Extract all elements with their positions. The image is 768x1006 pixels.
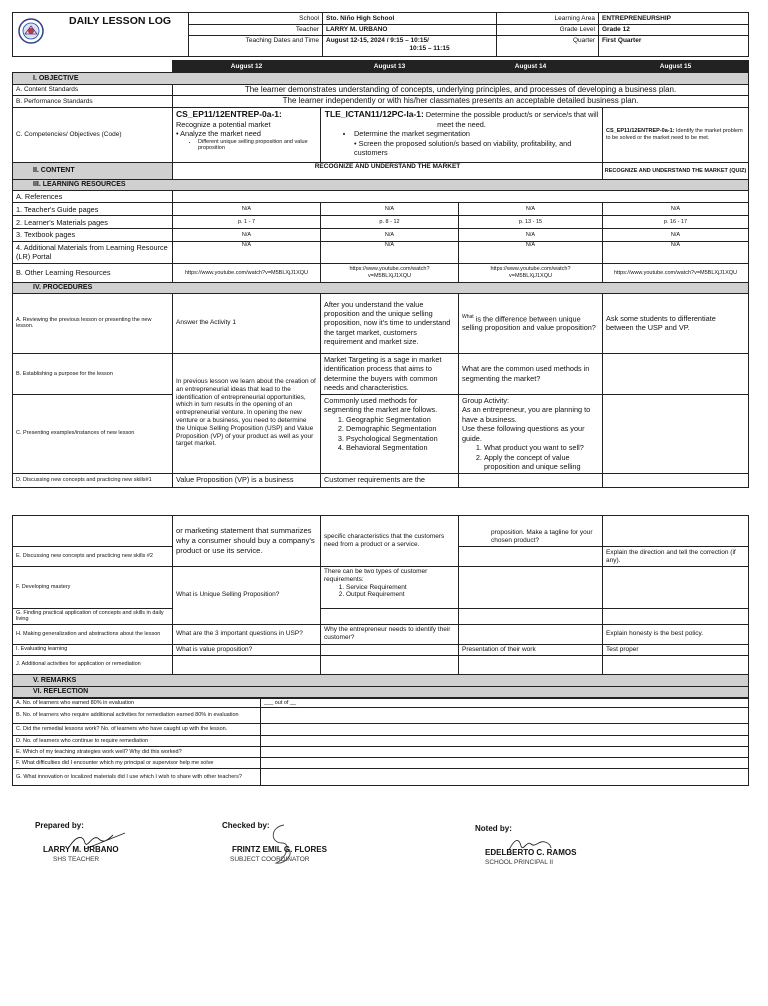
quarter-value: First Quarter xyxy=(599,36,749,57)
header-block xyxy=(12,12,748,56)
noted-by-label: Noted by: xyxy=(475,824,512,833)
comp4-code: CS_EP11/12ENTREP-0a-1: xyxy=(606,128,675,135)
proc-a-day3-what: What xyxy=(462,313,474,320)
proc-g-label: G. Finding practical application of concepts and skills in daily living xyxy=(13,609,173,625)
tb-day4: N/A xyxy=(603,229,749,241)
proc-d-cont-label xyxy=(13,516,173,547)
proc-e-day2: specific characteristics that the customers need from a product or a service. xyxy=(321,516,459,567)
proc-b-day3: What are the common used methods in segmenting the market? xyxy=(459,353,603,394)
proc-f-day2 xyxy=(321,567,459,609)
prepared-name: LARRY M. URBANO xyxy=(43,845,119,854)
proc-a-day3 xyxy=(459,293,603,353)
proc-f-day2-intro: There can be two types of customer requirements: xyxy=(324,568,428,583)
ref-g-label: G. What innovation or localized materials did I use which I wish to share with other teachers? xyxy=(13,768,261,785)
competency-day4 xyxy=(603,107,749,162)
section-procedures: IV. PROCEDURES xyxy=(13,282,749,293)
ref-c-value[interactable] xyxy=(261,723,749,735)
proc-f-day4 xyxy=(603,567,749,609)
am-day2: N/A xyxy=(321,241,459,263)
grade-label: Grade Level xyxy=(497,25,599,36)
ref-a-label: A. No. of learners who earned 80% in evaluation xyxy=(13,698,261,707)
lm-day4: p. 16 - 17 xyxy=(603,216,749,229)
noted-by-block xyxy=(475,824,625,874)
checked-role: SUBJECT COORDINATOR xyxy=(230,856,310,863)
other-day1[interactable]: https://www.youtube.com/watch?v=M5BLXjJ1XQU xyxy=(173,263,321,282)
tg-day1: N/A xyxy=(173,203,321,216)
ref-d-value[interactable] xyxy=(261,735,749,746)
proc-f-day1: What is Unique Selling Proposition? xyxy=(173,567,321,625)
checked-name: FRINTZ EMIL G. FLORES xyxy=(232,845,327,854)
segmentation-item: 1. Geographic Segmentation xyxy=(346,415,455,424)
am-label: 4. Additional Materials from Learning Resource (LR) Portal xyxy=(13,241,173,263)
ref-d-label: D. No. of learners who continue to require remediation xyxy=(13,735,261,746)
comp1-bullet: • Analyze the market need xyxy=(176,129,261,139)
quarter-label: Quarter xyxy=(497,36,599,57)
section-content: II. CONTENT xyxy=(13,162,173,179)
deped-seal-logo xyxy=(18,18,44,44)
proc-a-day2: After you understand the value proposition and the unique selling proposition, now it's time to understand the target market, customers requirement and market size. xyxy=(321,293,459,353)
reflection-table xyxy=(12,698,749,786)
content-standards-label: A. Content Standards xyxy=(13,85,173,96)
comp1-sub: • Different unique selling proposition and value proposition xyxy=(198,139,317,152)
proc-c-day3 xyxy=(459,394,603,473)
segmentation-item: 2. Demographic Segmentation xyxy=(346,424,455,433)
proc-e-day4-top xyxy=(603,516,749,547)
day-header-4: August 15 xyxy=(603,61,749,73)
tg-day2: N/A xyxy=(321,203,459,216)
references-label: A. References xyxy=(13,190,173,202)
ref-a-value[interactable]: ___ out of __ xyxy=(261,698,749,707)
section-reflection: VI. REFLECTION xyxy=(13,686,749,697)
prepared-by-block xyxy=(35,821,165,871)
lesson-table-page1 xyxy=(12,60,748,488)
dates-label: Teaching Dates and Time xyxy=(189,36,323,57)
proc-e-day4: Explain the direction and tell the correction (if any). xyxy=(603,547,749,567)
comp1-text: Recognize a potential market xyxy=(176,119,271,129)
proc-bc-day1: In previous lesson we learn about the creation of an entrepreneurial ideas that lead to the identification of entrepreneurial opportunities, which in turn results in the opening of an entrepreneurial venture. In opening the new venture or a business, you need to determine the Unique Selling Proposition (USP) and Value Proposition (VP) of your product as well as your target market. xyxy=(173,353,321,473)
comp2-text: Determine the possible product/s or service/s that will meet the need. xyxy=(423,109,599,129)
group-activity-list xyxy=(462,443,599,471)
proc-d-day2: Customer requirements are the xyxy=(321,473,459,487)
proc-h-day2: Why the entrepreneur needs to identify their customer? xyxy=(321,624,459,644)
tb-label: 3. Textbook pages xyxy=(13,229,173,241)
segmentation-item: 4. Behavioral Segmentation xyxy=(346,443,455,452)
dates-line-1: August 12-15, 2024 / 9:15 – 10:15/ xyxy=(326,37,429,44)
noted-name: EDELBERTO C. RAMOS xyxy=(485,848,577,857)
proc-c-label: C. Presenting examples/instances of new lesson xyxy=(13,394,173,473)
proc-e-label: E. Discussing new concepts and practicing new skills #2 xyxy=(13,547,173,567)
tb-day2: N/A xyxy=(321,229,459,241)
proc-a-label: A. Reviewing the previous lesson or presenting the new lesson. xyxy=(13,293,173,353)
area-label: Learning Area xyxy=(497,13,599,25)
comp2-bullet-2: • Screen the proposed solution/s based on viability, profitability, and customers xyxy=(354,138,572,158)
section-objective: I. OBJECTIVE xyxy=(13,73,749,85)
proc-a-day1: Answer the Activity 1 xyxy=(173,293,321,353)
proc-e-day3-bottom xyxy=(459,547,603,567)
ref-f-value[interactable] xyxy=(261,757,749,768)
am-day3: N/A xyxy=(459,241,603,263)
proc-i-day1: What is value proposition? xyxy=(173,644,321,655)
noted-role: SCHOOL PRINCIPAL II xyxy=(485,859,554,866)
competencies-label: C. Competencies/ Objectives (Code) xyxy=(13,107,173,162)
proc-h-day3 xyxy=(459,624,603,644)
comp4-text: Identify the market problem to be solved or the market need to be met. xyxy=(606,128,743,141)
content-day4: RECOGNIZE AND UNDERSTAND THE MARKET (QUIZ) xyxy=(603,162,749,179)
lm-day3: p. 13 - 15 xyxy=(459,216,603,229)
proc-d-day3 xyxy=(459,473,603,487)
proc-a-day4: Ask some students to differentiate between the USP and VP. xyxy=(603,293,749,353)
dates-value xyxy=(323,36,497,57)
prepared-role: SHS TEACHER xyxy=(53,856,100,863)
blank-corner xyxy=(13,61,173,73)
proc-d-label: D. Discussing new concepts and practicing new skills#1 xyxy=(13,473,173,487)
proc-j-day3 xyxy=(459,655,603,674)
proc-c-day3-intro: Group Activity: As an entrepreneur, you are planning to have a business. Use these following questions as your guide. xyxy=(462,395,591,443)
proc-h-day4: Explain honesty is the best policy. xyxy=(603,624,749,644)
ref-c-label: C. Did the remedial lessons work? No. of learners who have caught up with the lesson. xyxy=(13,723,261,735)
proc-j-day1 xyxy=(173,655,321,674)
proc-i-day3: Presentation of their work xyxy=(459,644,603,655)
other-day3[interactable]: https://www.youtube.com/watch?v=M5BLXjJ1XQU xyxy=(459,263,603,282)
references-blank xyxy=(173,190,749,202)
proc-i-label: I. Evaluating learning xyxy=(13,644,173,655)
performance-standards-label: B. Performance Standards xyxy=(13,96,173,107)
proc-i-day4: Test proper xyxy=(603,644,749,655)
proc-a-day3-text: is the difference between unique selling proposition and value proposition? xyxy=(462,313,596,333)
lm-label: 2. Learner's Materials pages xyxy=(13,216,173,229)
grade-value: Grade 12 xyxy=(599,25,749,36)
tb-day3: N/A xyxy=(459,229,603,241)
checked-by-label: Checked by: xyxy=(222,821,270,830)
group-activity-item: 2. Apply the concept of value proposition and unique selling xyxy=(484,453,599,472)
logo-title-cell xyxy=(13,13,189,57)
area-value: ENTREPRENEURSHIP xyxy=(599,13,749,25)
proc-c-day4 xyxy=(603,394,749,473)
tg-day3: N/A xyxy=(459,203,603,216)
comp2-code: TLE_ICTAN11/12PC-Ia-1: xyxy=(324,108,424,119)
lm-day1: p. 1 - 7 xyxy=(173,216,321,229)
proc-b-day2: Market Targeting is a sage in market identification process that aims to determine the buyers with common needs and characteristics. xyxy=(321,353,459,394)
proc-e-day3: proposition. Make a tagline for your chosen product? xyxy=(459,516,603,547)
segmentation-item: 3. Psychological Segmentation xyxy=(346,434,455,443)
proc-f-label: F. Developing mastery xyxy=(13,567,173,609)
ref-b-label: B. No. of learners who require additional activities for remediation earned 80% in evaluation xyxy=(13,707,261,723)
tg-label: 1. Teacher's Guide pages xyxy=(13,203,173,216)
proc-g-day3 xyxy=(459,609,603,625)
segmentation-list xyxy=(324,415,455,453)
proc-f-day3 xyxy=(459,567,603,609)
proc-b-day4 xyxy=(603,353,749,394)
other-day2[interactable]: https://www.youtube.com/watch?v=M5BLXjJ1XQU xyxy=(321,263,459,282)
proc-i-day2 xyxy=(321,644,459,655)
proc-b-label: B. Establishing a purpose for the lesson xyxy=(13,353,173,394)
teacher-label: Teacher xyxy=(189,25,323,36)
lesson-table-page2 xyxy=(12,515,748,786)
requirement-item: 2. Output Requirement xyxy=(346,591,455,599)
requirement-item: 1. Service Requirement xyxy=(346,584,455,592)
comp1-code: CS_EP11/12ENTREP-0a-1: xyxy=(176,108,282,119)
competency-day2-3 xyxy=(321,107,603,162)
proc-g-day2 xyxy=(321,609,459,625)
ref-e-label: E. Which of my teaching strategies work well? Why did this worked? xyxy=(13,746,261,757)
school-value: Sto. Niño High School xyxy=(323,13,497,25)
ref-e-value[interactable] xyxy=(261,746,749,757)
section-resources: III. LEARNING RESOURCES xyxy=(13,179,749,190)
proc-h-day1: What are the 3 important questions in USP? xyxy=(173,624,321,644)
competency-day1 xyxy=(173,107,321,162)
content-main: RECOGNIZE AND UNDERSTAND THE MARKET xyxy=(173,162,603,179)
tg-day4: N/A xyxy=(603,203,749,216)
day-header-1: August 12 xyxy=(173,61,321,73)
ref-b-value[interactable] xyxy=(261,707,749,723)
content-standards-text: The learner demonstrates understanding of concepts, underlying principles, and processes of developing a business plan. xyxy=(173,85,749,96)
am-day4: N/A xyxy=(603,241,749,263)
proc-g-day4 xyxy=(603,609,749,625)
proc-c-day2 xyxy=(321,394,459,473)
other-resources-label: B. Other Learning Resources xyxy=(13,263,173,282)
proc-d-day4 xyxy=(603,473,749,487)
day-header-2: August 13 xyxy=(321,61,459,73)
day-header-3: August 14 xyxy=(459,61,603,73)
group-activity-item: 1. What product you want to sell? xyxy=(484,443,599,452)
school-label: School xyxy=(189,13,323,25)
proc-d-day1: Value Proposition (VP) is a business xyxy=(173,473,321,487)
ref-f-label: F. What difficulties did I encounter which my principal or supervisor help me solve xyxy=(13,757,261,768)
checked-by-block xyxy=(222,821,362,871)
proc-j-day4 xyxy=(603,655,749,674)
lm-day2: p. 8 - 12 xyxy=(321,216,459,229)
ref-g-value[interactable] xyxy=(261,768,749,785)
proc-e-day1: or marketing statement that summarizes why a consumer should buy a company's product or use its service. xyxy=(173,516,321,567)
section-remarks: V. REMARKS xyxy=(13,674,749,686)
teacher-value: LARRY M. URBANO xyxy=(323,25,497,36)
document-title: DAILY LESSON LOG xyxy=(69,15,172,27)
other-day4[interactable]: https://www.youtube.com/watch?v=M5BLXjJ1XQU xyxy=(603,263,749,282)
proc-h-label: H. Making generalization and abstractions about the lesson xyxy=(13,624,173,644)
proc-j-day2 xyxy=(321,655,459,674)
requirements-list xyxy=(324,584,455,600)
prepared-by-label: Prepared by: xyxy=(35,821,84,830)
performance-standards-text: The learner independently or with his/her classmates presents an acceptable detailed business plan. xyxy=(173,96,749,107)
tb-day1: N/A xyxy=(173,229,321,241)
dates-line-2: 10:15 – 11:15 xyxy=(409,44,450,52)
comp2-bullet-1: • Determine the market segmentation xyxy=(354,129,599,138)
proc-j-label: J. Additional activities for application or remediation xyxy=(13,655,173,674)
proc-c-day2-intro: Commonly used methods for segmenting the market are follows. xyxy=(324,395,438,415)
am-day1: N/A xyxy=(173,241,321,263)
